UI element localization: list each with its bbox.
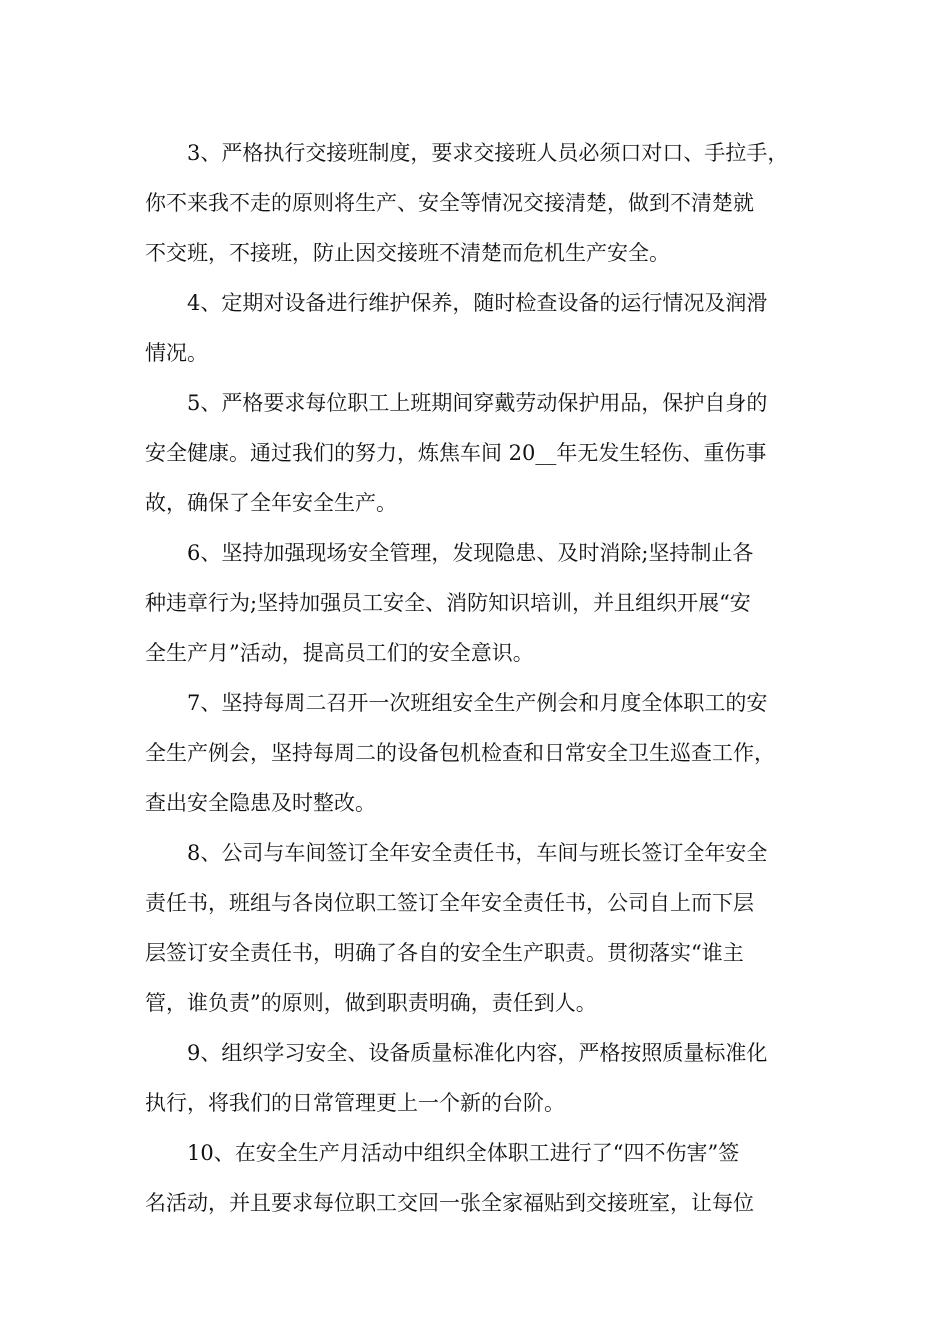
paragraph-line: 你不来我不走的原则将生产、安全等情况交接清楚，做到不清楚就	[145, 191, 754, 215]
paragraph-line: 安全健康。通过我们的努力，炼焦车间 20__年无发生轻伤、重伤事	[145, 441, 767, 465]
paragraph-7	[145, 678, 810, 828]
paragraph-line: 8、公司与车间签订全年安全责任书，车间与班长签订全年安全	[187, 841, 768, 865]
paragraph-line: 故，确保了全年安全生产。	[145, 491, 397, 515]
paragraph-line: 5、严格要求每位职工上班期间穿戴劳动保护用品，保护自身的	[187, 391, 768, 415]
paragraph-line: 种违章行为;坚持加强员工安全、消防知识培训，并且组织开展“安	[145, 591, 751, 615]
paragraph-10	[145, 1128, 810, 1228]
paragraph-line: 管，谁负责”的原则，做到职责明确，责任到人。	[145, 991, 597, 1015]
paragraph-4	[145, 278, 810, 378]
paragraph-3	[145, 128, 810, 278]
paragraph-9	[145, 1028, 810, 1128]
paragraph-line: 责任书，班组与各岗位职工签订全年安全责任书，公司自上而下层	[145, 891, 754, 915]
paragraph-line: 9、组织学习安全、设备质量标准化内容，严格按照质量标准化	[187, 1041, 768, 1065]
paragraph-6	[145, 528, 810, 678]
paragraph-line: 6、坚持加强现场安全管理，发现隐患、及时消除;坚持制止各	[187, 541, 754, 565]
document-body	[145, 128, 810, 1228]
paragraph-8	[145, 828, 810, 1028]
paragraph-line: 全生产例会，坚持每周二的设备包机检查和日常安全卫生巡查工作，	[145, 741, 775, 765]
paragraph-line: 情况。	[145, 341, 208, 365]
paragraph-line: 3、严格执行交接班制度，要求交接班人员必须口对口、手拉手，	[187, 141, 789, 165]
paragraph-line: 4、定期对设备进行维护保养，随时检查设备的运行情况及润滑	[187, 291, 768, 315]
paragraph-line: 10、在安全生产月活动中组织全体职工进行了“四不伤害”签	[187, 1141, 740, 1165]
paragraph-line: 层签订安全责任书，明确了各自的安全生产职责。贯彻落实“谁主	[145, 941, 744, 965]
paragraph-line: 7、坚持每周二召开一次班组安全生产例会和月度全体职工的安	[187, 691, 768, 715]
paragraph-line: 执行，将我们的日常管理更上一个新的台阶。	[145, 1091, 565, 1115]
paragraph-line: 查出安全隐患及时整改。	[145, 791, 376, 815]
paragraph-5	[145, 378, 810, 528]
paragraph-line: 全生产月”活动，提高员工们的安全意识。	[145, 641, 534, 665]
paragraph-line: 不交班，不接班，防止因交接班不清楚而危机生产安全。	[145, 241, 670, 265]
paragraph-line: 名活动，并且要求每位职工交回一张全家福贴到交接班室，让每位	[145, 1191, 754, 1215]
